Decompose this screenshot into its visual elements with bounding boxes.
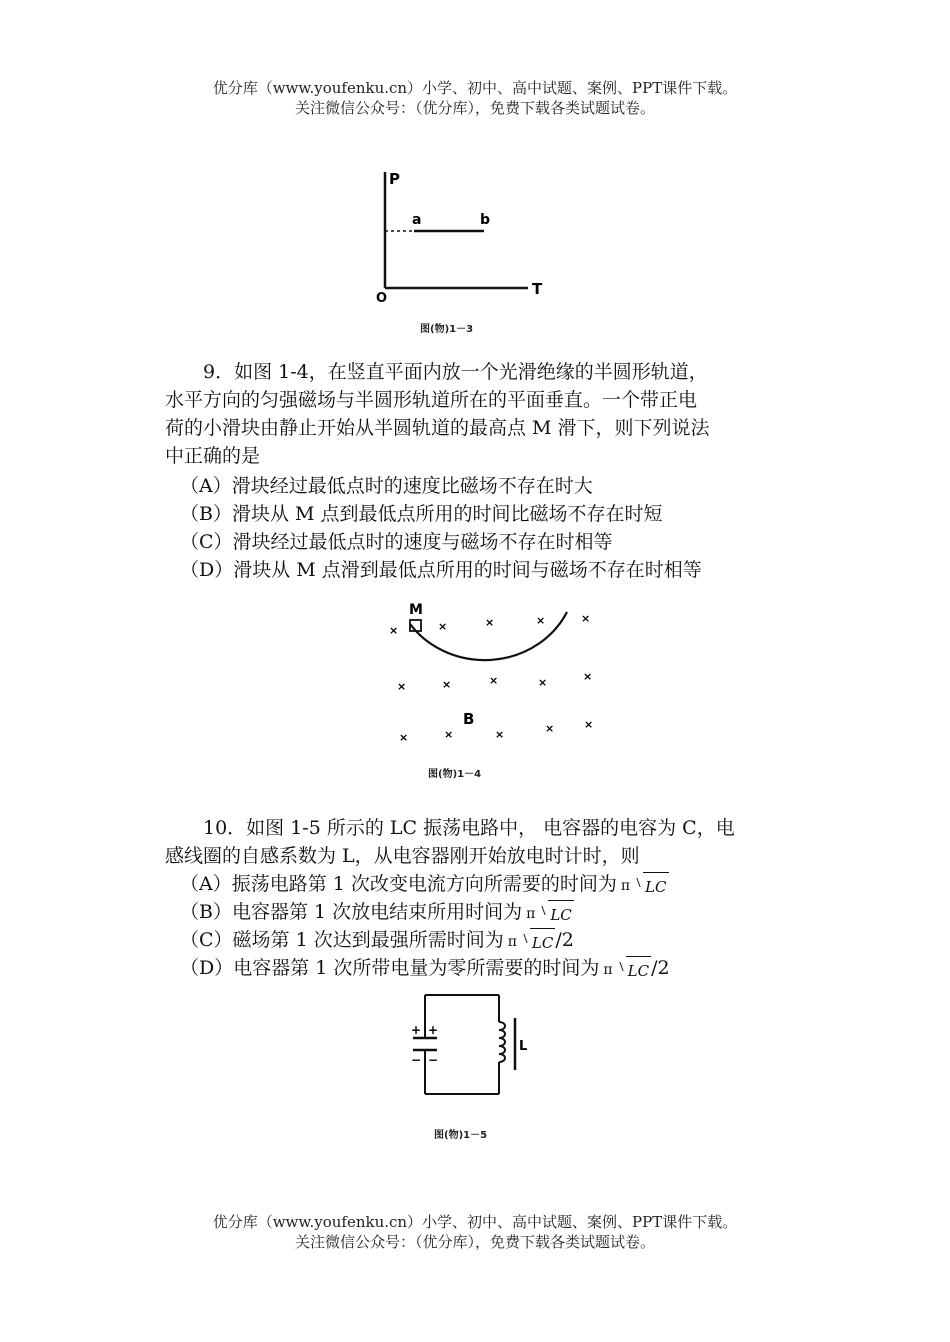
axis-label-t: T [532,280,543,298]
q9-stem-line-1: 9．如图 1-4，在竖直平面内放一个光滑绝缘的半圆形轨道， [203,361,708,383]
label-m: M [409,602,423,618]
point-label-b: b [480,212,491,228]
field-mark: × [399,731,409,744]
q9-stem-line-2: 水平方向的匀强磁场与半圆形轨道所在的平面垂直。一个带正电 [165,389,698,411]
option-suffix: /2 [555,929,574,951]
field-mark: × [485,616,495,629]
q10-option-c [180,926,574,957]
page-footer [0,1212,950,1252]
figure-1-5-caption: 图(物)1－5 [434,1130,488,1141]
field-mark: × [581,612,591,625]
plus-sign-left: + [411,1023,422,1037]
footer-line-2: 关注微信公众号：（优分库），免费下载各类试题试卷。 [294,1233,655,1251]
sqrt-expression [617,956,651,985]
radicand: LC [548,900,573,929]
field-mark: × [495,728,505,741]
origin-label: O [376,291,388,306]
figure-1-4-caption: 图(物)1－4 [428,769,482,780]
q10-option-b-text: （B）电容器第 1 次放电结束所用时间为 [180,901,523,923]
q9-option-d: （D）滑块从 M 点滑到最低点所用的时间与磁场不存在时相等 [180,559,702,581]
figure-1-3-caption: 图(物)1－3 [420,324,474,335]
plus-sign-right: + [428,1023,439,1037]
radicand: LC [530,928,555,957]
footer-line-1: 优分库（www.youfenku.cn）小学、初中、高中试题、案例、PPT课件下载。 [212,1213,738,1231]
question-9-stem [165,358,790,470]
field-mark: × [538,676,548,689]
q10-stem-line-1: 10．如图 1-5 所示的 LC 振荡电路中， 电容器的电容为 C，电 [203,817,735,839]
radicand: LC [643,872,668,901]
option-suffix: /2 [651,957,670,979]
pi-symbol: π [620,878,631,894]
q9-option-c: （C）滑块经过最低点时的速度与磁场不存在时相等 [180,531,613,553]
question-10-stem [165,814,790,870]
q9-stem-line-4: 中正确的是 [165,445,261,467]
q10-option-a [180,870,669,901]
axis-label-p: P [389,170,400,188]
q10-stem-line-2: 感线圈的自感系数为 L，从电容器刚开始放电时计时，则 [165,845,640,867]
q10-option-b [180,898,574,929]
field-mark: × [583,670,593,683]
radicand: LC [626,956,651,985]
q9-stem-line-3: 荷的小滑块由静止开始从半圆轨道的最高点 M 滑下，则下列说法 [165,417,710,439]
point-label-a: a [412,212,422,228]
sqrt-expression [634,872,668,901]
pi-symbol: π [526,906,536,922]
label-b: B [463,710,475,728]
sqrt-expression [539,900,573,929]
field-mark: × [545,722,555,735]
label-l: L [519,1039,528,1054]
pi-symbol: π [507,934,517,950]
field-mark: × [442,678,452,691]
minus-sign-left: − [411,1053,422,1067]
field-mark: × [397,680,407,693]
field-mark: × [389,624,399,637]
pi-symbol: π [603,962,613,978]
figure-1-4 [385,598,605,753]
field-mark: × [584,718,594,731]
q10-option-a-text: （A）振荡电路第 1 次改变电流方向所需要的时间为 [180,873,617,895]
inductor-coil [499,1022,505,1062]
header-line-2: 关注微信公众号：（优分库），免费下载各类试题试卷。 [294,99,655,117]
q10-option-d-text: （D）电容器第 1 次所带电量为零所需要的时间为 [180,957,600,979]
figure-1-5 [405,990,545,1100]
q9-option-a: （A）滑块经过最低点时的速度比磁场不存在时大 [180,475,593,497]
q9-option-b: （B）滑块从 M 点到最低点所用的时间比磁场不存在时短 [180,503,663,525]
field-mark: × [444,728,454,741]
page-header [0,78,950,118]
field-mark: × [536,614,546,627]
q10-option-d [180,954,670,985]
sqrt-expression [521,928,555,957]
figure-1-3 [360,160,560,320]
field-mark: × [438,620,448,633]
field-mark: × [489,674,499,687]
minus-sign-right: − [428,1053,439,1067]
header-line-1: 优分库（www.youfenku.cn）小学、初中、高中试题、案例、PPT课件下载。 [212,79,738,97]
q10-option-c-text: （C）磁场第 1 次达到最强所需时间为 [180,929,504,951]
